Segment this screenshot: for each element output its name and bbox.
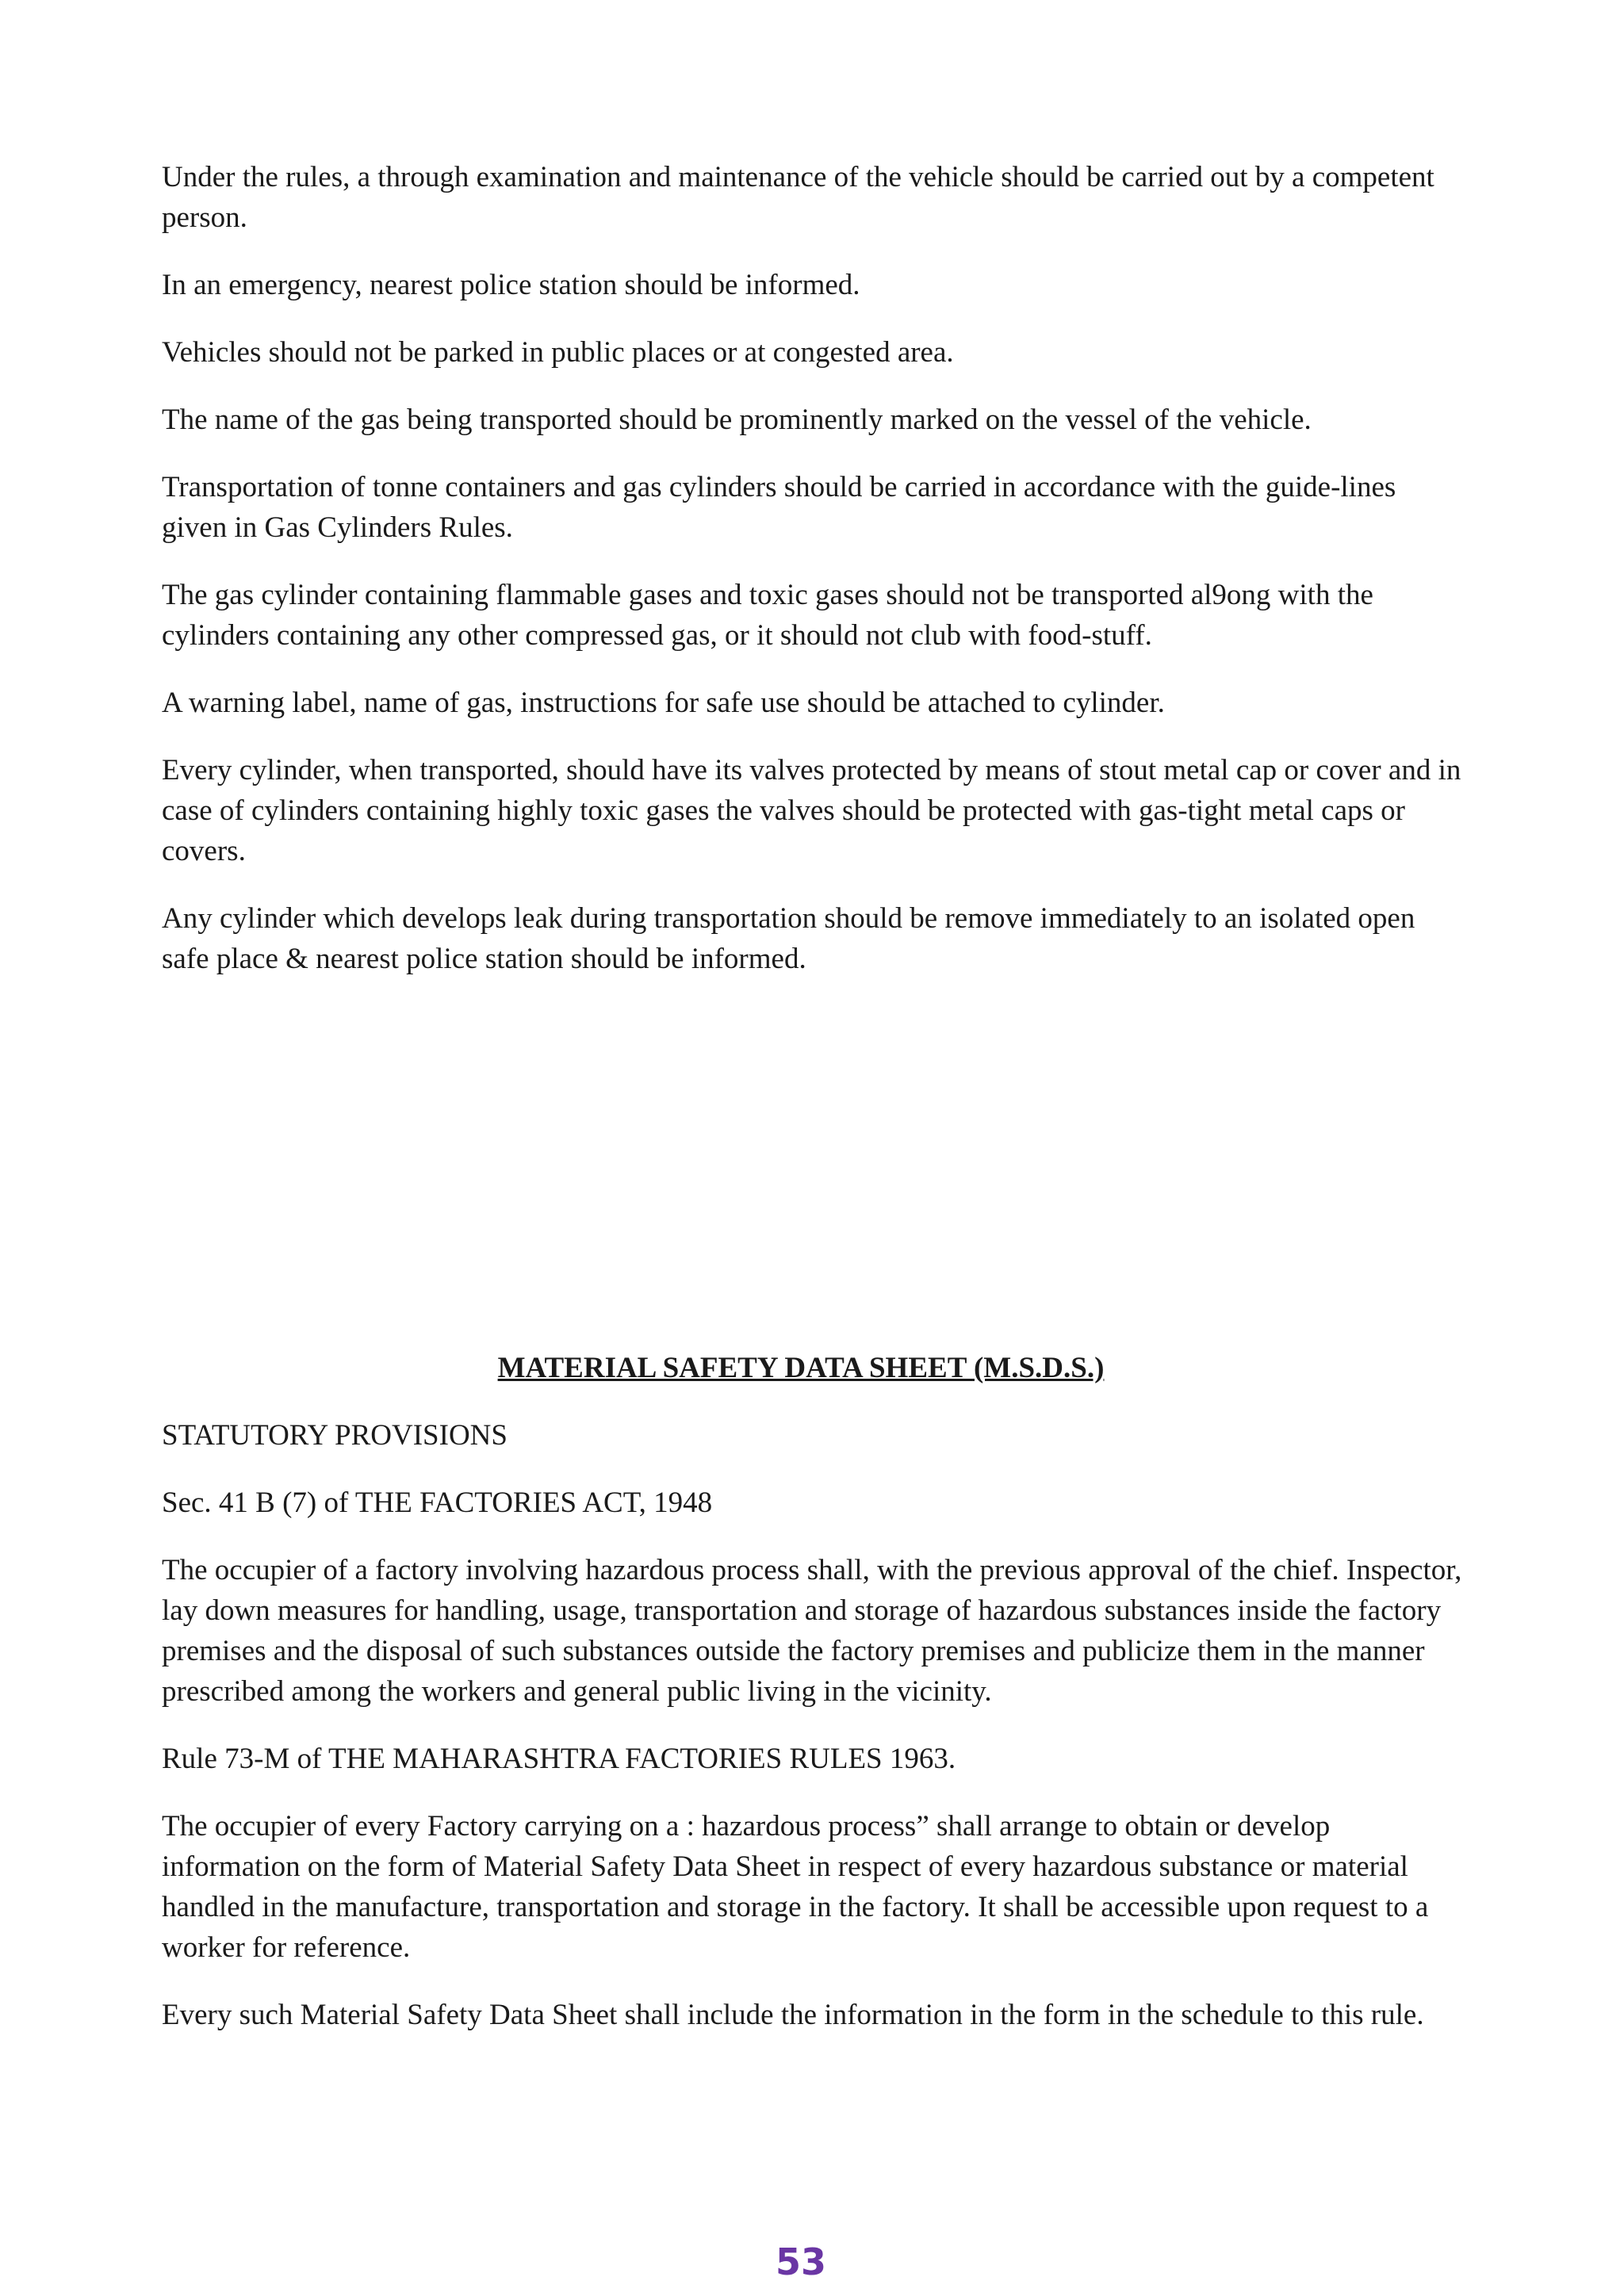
paragraph-transport-guidelines: Transportation of tonne containers and gas cylinders should be carried in accordance with the guide-lines given in Gas Cylinders Rules. — [162, 471, 1396, 544]
statutory-provisions-label: STATUTORY PROVISIONS — [162, 1419, 508, 1452]
paragraph-warning-label: A warning label, name of gas, instructions for safe use should be attached to cylinder. — [162, 687, 1165, 719]
paragraph-leak-handling: Any cylinder which develops leak during transportation should be remove immediately to an isolated open safe place & nearest police station should be informed. — [162, 902, 1415, 975]
factories-act-section: Sec. 41 B (7) of THE FACTORIES ACT, 1948 — [162, 1487, 713, 1519]
paragraph-flammable-toxic: The gas cylinder containing flammable gases and toxic gases should not be transported al9ong with the cylinders containing any other compressed gas, or it should not club with food-stuff. — [162, 579, 1373, 652]
paragraph-vehicle-examination: Under the rules, a through examination and maintenance of the vehicle should be carried out by a competent person. — [162, 161, 1434, 234]
paragraph-gas-name-marking: The name of the gas being transported should be prominently marked on the vessel of the vehicle. — [162, 404, 1312, 436]
msds-heading: MATERIAL SAFETY DATA SHEET (M.S.D.S.) — [497, 1352, 1105, 1384]
paragraph-valve-protection: Every cylinder, when transported, should have its valves protected by means of stout metal cap or cover and in case of cylinders containing highly toxic gases the valves should be protected with gas-tight metal caps or covers. — [162, 754, 1461, 867]
paragraph-msds-schedule: Every such Material Safety Data Sheet shall include the information in the form in the schedule to this rule. — [162, 1999, 1424, 2031]
page-number: 53 — [775, 2241, 826, 2283]
paragraph-msds-obtain: The occupier of every Factory carrying on a : hazardous process” shall arrange to obtain or develop information on the form of Material Safety Data Sheet in respect of every hazardous substance or material handled in the manufacture, transportation and storage in the factory. It shall be accessible upon request to a worker for reference. — [162, 1810, 1429, 1964]
paragraph-emergency: In an emergency, nearest police station should be informed. — [162, 269, 860, 301]
paragraph-occupier-measures: The occupier of a factory involving hazardous process shall, with the previous approval of the chief. Inspector, lay down measures for handling, usage, transportation and storage of hazardous substances inside the factory premises and the disposal of such substances outside the factory premises and publicize them in the manner prescribed among the workers and general public living in the vicinity. — [162, 1554, 1462, 1708]
maharashtra-rule-label: Rule 73-M of THE MAHARASHTRA FACTORIES RULES 1963. — [162, 1743, 956, 1775]
paragraph-parking: Vehicles should not be parked in public places or at congested area. — [162, 336, 954, 369]
